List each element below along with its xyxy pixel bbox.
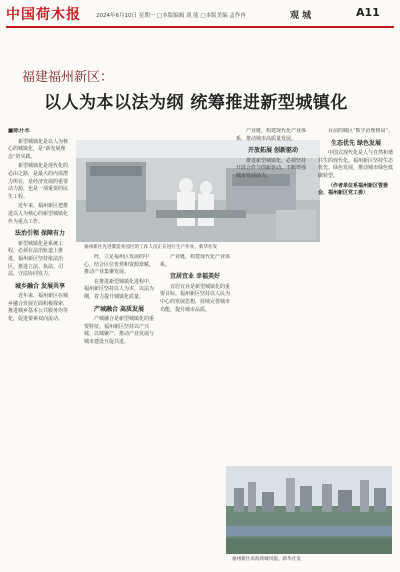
- dateline: 2024年6月10日 星期一 □本版编辑 刘 能 □本版美编 孟作冉: [96, 13, 246, 19]
- masthead: [0, 0, 400, 28]
- article-column-2: [84, 254, 154, 568]
- newspaper-logo: 中国荷木报: [6, 7, 81, 23]
- paragraph: 经，立足福州区发展的中心，结合区位优势和资源禀赋，推动产业集聚发展。: [84, 254, 154, 276]
- subheading: 宜居宜业 幸福美好: [169, 273, 221, 281]
- headline-kicker: 福建福州新区：: [22, 70, 114, 85]
- paragraph: 新型城镇化是系统工程，必须在法治轨道上推进。福州新区坚持依法治区，推进立法、执法、司法、守法协同发力。: [8, 240, 64, 278]
- paragraph: 新型城镇化是以人为核心的城镇化，是“新发展理念”的实践。: [8, 138, 69, 160]
- paragraph: 推进新型城镇化，必须坚持开放合作与创新驱动，不断增强城市发展活力。: [236, 157, 307, 179]
- paragraph: 在推进新型城镇化进程中，福州新区坚持以人为本，以法为纲，着力提升城镇化质量。: [84, 278, 154, 300]
- paragraph: 产城融合是新型城镇化的重要特征。福州新区坚持以产兴城、以城聚产，推动产业发展与城市建设互促共进。: [84, 316, 154, 345]
- page-number: A11: [356, 6, 380, 19]
- masthead-rule: [6, 26, 394, 28]
- paragraph: 宜居宜业是新型城镇化的重要目标。福州新区坚持以人民为中心的发展思想，持续完善城市功能，提升城市品质。: [160, 283, 230, 313]
- subheading: 生态优先 绿色发展: [330, 139, 382, 147]
- subheading: 城乡融合 发展共享: [14, 282, 66, 290]
- paragraph: 中国式现代化是人与自然和谐共生的现代化。福州新区坚持生态优先、绿色发展，推动城市绿色低碳转型。: [318, 150, 394, 179]
- paragraph: 近年来，福州新区把推进以人为核心的新型城镇化作为重点工作。: [8, 203, 69, 225]
- paragraph: 产业链，构建现代化产业体系，推动城市高质量发展。: [236, 128, 307, 142]
- article-column-3: [160, 254, 230, 568]
- subheading: 开放拓展 创新驱动: [247, 147, 299, 155]
- photo-caption: 福州新区先进制造业园区的工作人员正在进行生产作业。新华社发: [84, 245, 218, 250]
- subheading: 法治引领 保障有力: [14, 230, 66, 238]
- section-title: 观 城: [290, 11, 312, 21]
- article-column-4: [236, 128, 310, 462]
- article-column-1: [8, 128, 72, 568]
- headline-main: 以人为本以法为纲 统筹推进新型城镇化: [44, 93, 348, 113]
- paragraph: 新型城镇化是现代化的必由之路，是最大的内需潜力所在，是经济发展的重要动力源，也是一项重要的民生工程。: [8, 163, 69, 200]
- subheading: 产城融合 高质发展: [93, 305, 145, 313]
- photo-caption: 福州新区滨海新城风貌。新华社发: [232, 557, 301, 562]
- city-photo-image: [226, 466, 392, 554]
- city-photo: [226, 466, 392, 554]
- byline: ■陈开永: [8, 128, 30, 134]
- paragraph: 近年来，福州新区在城乡融合发展方面积极探索，推进城乡基本公共服务均等化，促进要素双向流动。: [8, 293, 69, 323]
- author-note: （作者单位系福州新区管委会、福州新区党工委）: [318, 182, 389, 197]
- paragraph: 目前的城区“数字治理格局”。: [328, 128, 394, 134]
- article-column-5: [318, 128, 394, 462]
- paragraph: 产业链，构建现代化产业体系。: [160, 254, 230, 268]
